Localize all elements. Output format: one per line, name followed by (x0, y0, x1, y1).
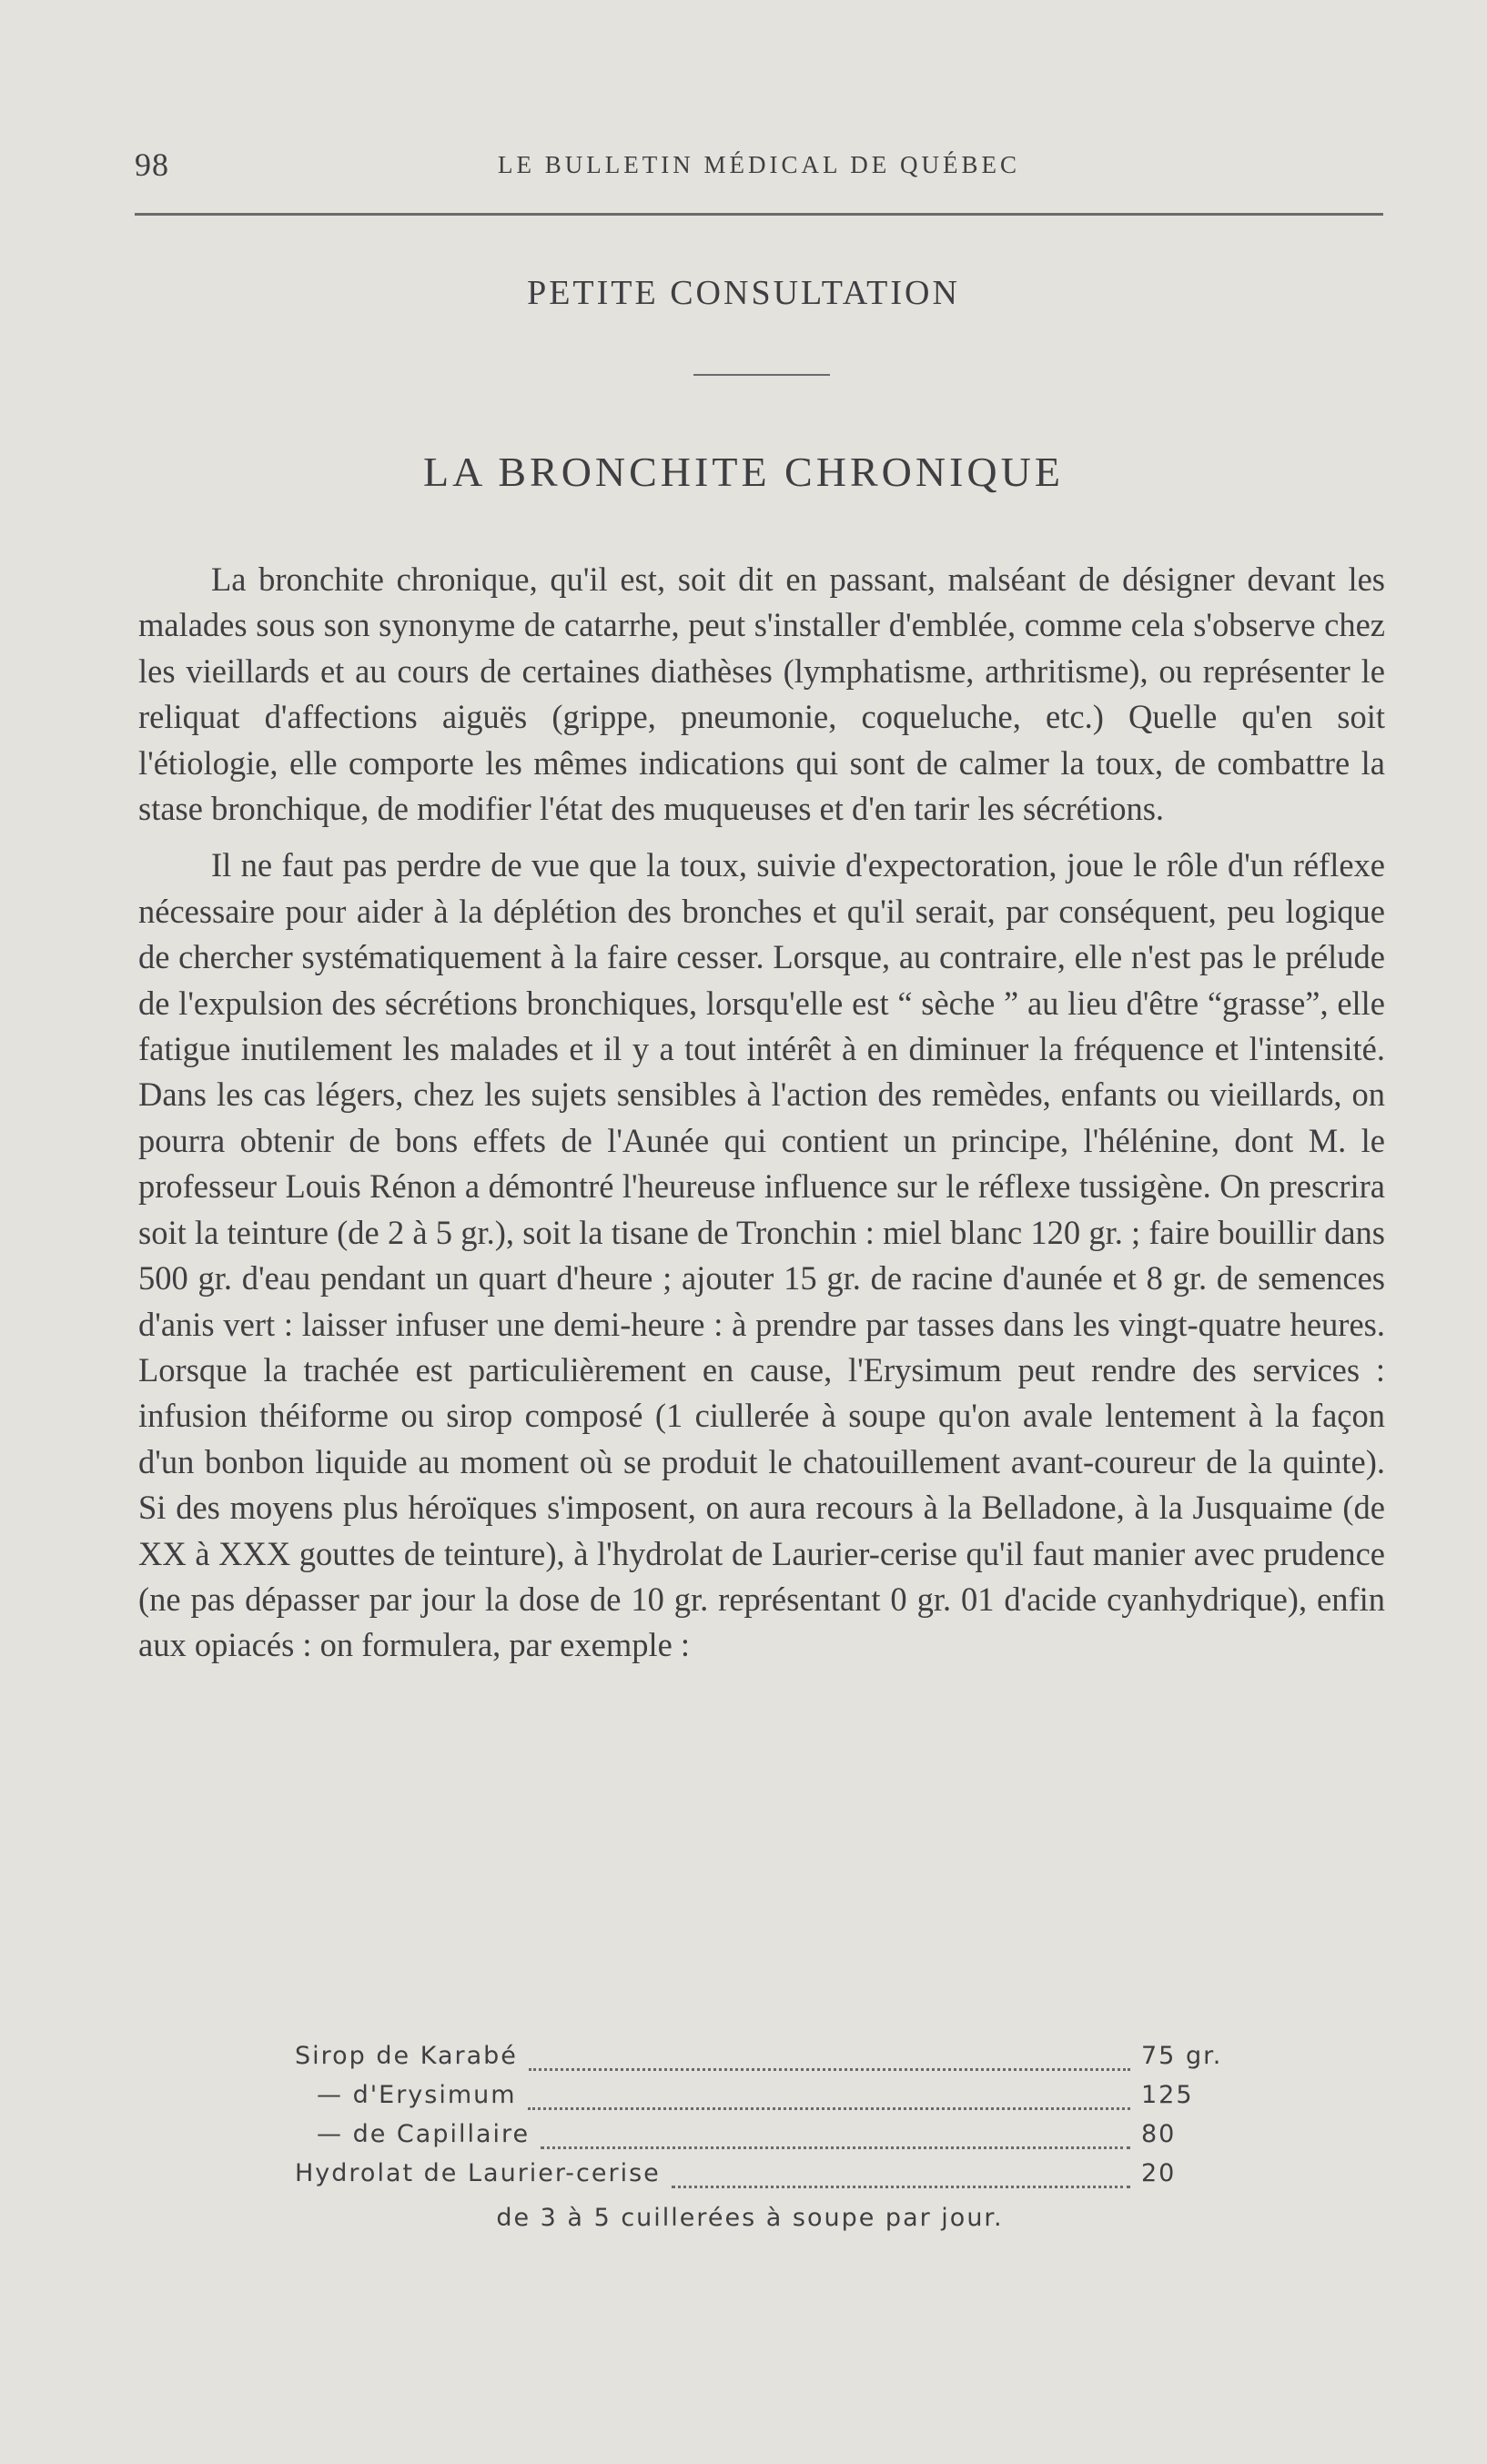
ingredient-quantity: 125 (1141, 2081, 1194, 2109)
ingredient-quantity: 80 (1141, 2120, 1177, 2148)
dot-leader (529, 2066, 1130, 2071)
journal-title: LE BULLETIN MÉDICAL DE QUÉBEC (498, 151, 1020, 178)
dosage-instruction: de 3 à 5 cuillerées à soupe par jour. (496, 2204, 1004, 2232)
formula-line (295, 2042, 1241, 2081)
paragraph: Il ne faut pas perdre de vue que la toux, suivie d'expectoration, joue le rôle d'un réflexe nécessaire pour aider à la déplétion des bronches et qu'il serait, par conséquent, peu logique de chercher systématiquement à la faire cesser. Lorsque, au contraire, elle n'est pas le prélude de l'expulsion des sécrétions bronchiques, lorsqu'elle est “ sèche ” au lieu d'être “grasse”, elle fatigue inutilement les malades et il y a tout intérêt à en diminuer la fréquence et l'intensité. Dans les cas légers, chez les sujets sensibles à l'action des remèdes, enfants ou vieillards, on pourra obtenir de bons effets de l'Aunée qui contient un principe, l'hélénine, dont M. le professeur Louis Rénon a démontré l'heureuse influence sur le réflexe tussigène. On prescrira soit la teinture (de 2 à 5 gr.), soit la tisane de Tronchin : miel blanc 120 gr. ; faire bouillir dans 500 gr. d'eau pendant un quart d'heure ; ajouter 15 gr. de racine d'aunée et 8 gr. de semences d'anis vert : laisser infuser une demi-heure : à prendre par tasses dans les vingt-quatre heures. Lorsque la trachée est particulièrement en cause, l'Erysimum peut rendre des services : infusion théiforme ou sirop composé (1 ciullerée à soupe qu'on avale lentement à la façon d'un bonbon liquide au moment où se produit le chatouillement avant-coureur de la quinte). Si des moyens plus héroïques s'imposent, on aura recours à la Belladone, à la Jusquaime (de XX à XXX gouttes de teinture), à l'hydrolat de Laurier-cerise qu'il faut manier avec prudence (ne pas dépasser par jour la dose de 10 gr. représentant 0 gr. 01 d'acide cyanhydrique), enfin aux opiacés : on formulera, par exemple : (138, 846, 1385, 1664)
article-title: LA BRONCHITE CHRONIQUE (423, 449, 1064, 495)
article-body (138, 557, 1385, 1680)
ingredient-quantity: 75 gr. (1141, 2042, 1223, 2070)
page-number: 98 (135, 146, 169, 183)
formula-line (295, 2081, 1241, 2120)
dot-leader (528, 2106, 1130, 2110)
section-title: PETITE CONSULTATION (527, 274, 960, 312)
title-divider (693, 374, 830, 376)
prescription-formula (295, 2042, 1241, 2232)
dot-leader (541, 2145, 1130, 2149)
ingredient-quantity: 20 (1141, 2159, 1177, 2187)
dot-leader (672, 2184, 1130, 2188)
formula-line (295, 2120, 1241, 2159)
paragraph: La bronchite chronique, qu'il est, soit dit en passant, malséant de désigner devant les malades sous son synonyme de catarrhe, peut s'installer d'emblée, comme cela s'observe chez les vieillards et au cours de certaines diathèses (lymphatisme, arthritisme), ou représenter le reliquat d'affections aiguës (grippe, pneumonie, coqueluche, etc.) Quelle qu'en soit l'étiologie, elle comporte les mêmes indications qui sont de calmer la toux, de combattre la stase bronchique, de modifier l'état des muqueuses et d'en tarir les sécrétions. (138, 560, 1385, 828)
ingredient-name: Hydrolat de Laurier-cerise (295, 2159, 661, 2187)
formula-line (295, 2159, 1241, 2198)
running-head (135, 146, 1383, 191)
ingredient-name: Sirop de Karabé (295, 2042, 518, 2070)
ingredient-name: — d'Erysimum (317, 2081, 517, 2109)
ingredient-name: — de Capillaire (317, 2120, 531, 2148)
header-rule (135, 213, 1383, 216)
